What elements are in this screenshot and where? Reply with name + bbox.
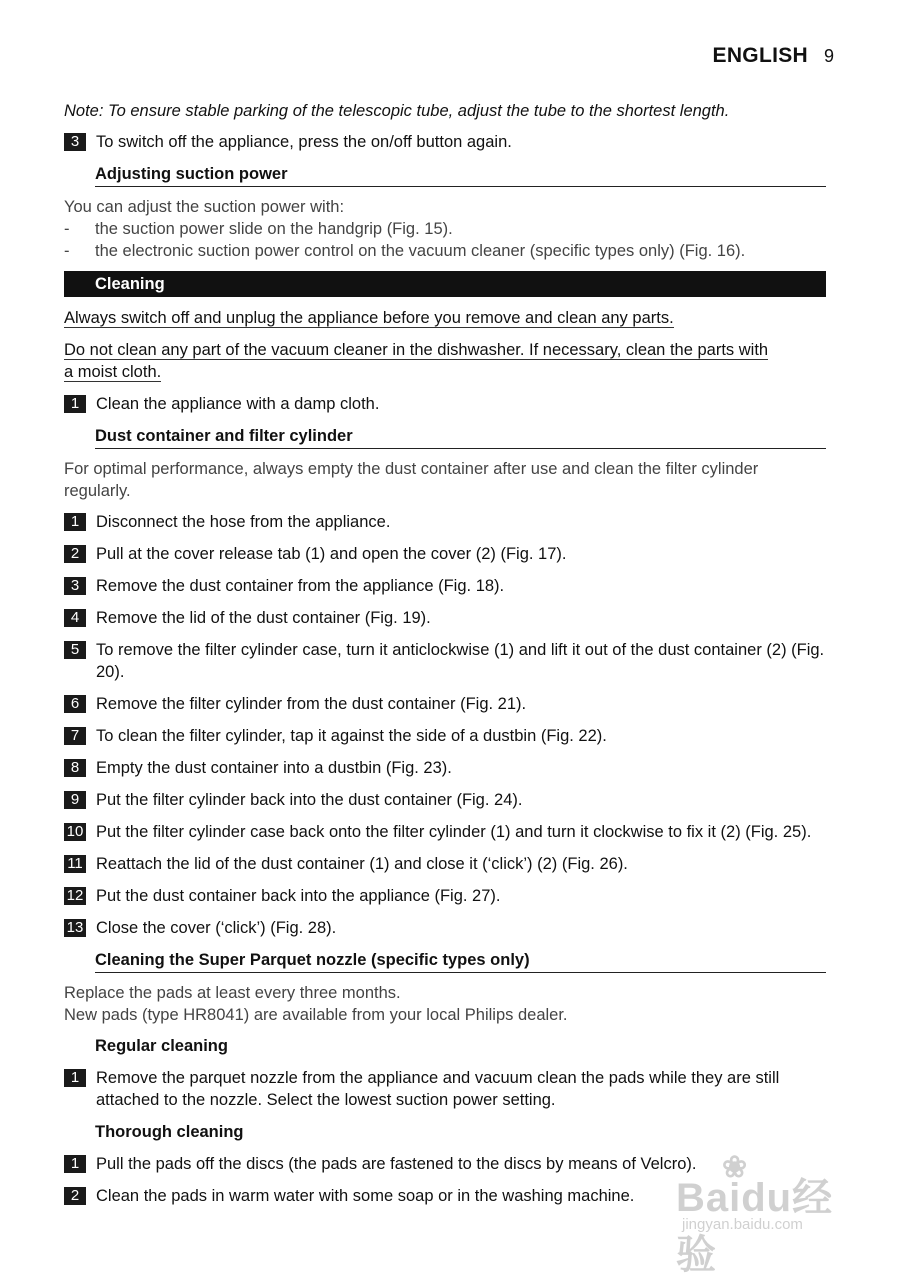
- step-text: Put the dust container back into the appliance (Fig. 27).: [96, 887, 501, 905]
- list-item-text: the electronic suction power control on the vacuum cleaner (specific types only) (Fig. 16).: [95, 242, 746, 260]
- page-number: 9: [823, 46, 834, 66]
- step-clean-appliance: [64, 393, 826, 415]
- list-item-text: the suction power slide on the handgrip (Fig. 15).: [95, 220, 453, 238]
- language-label: ENGLISH: [712, 44, 808, 67]
- dust-step: [64, 693, 826, 715]
- list-item: [64, 240, 826, 262]
- step-number: 11: [64, 855, 86, 873]
- baidu-watermark: [676, 1150, 866, 1277]
- watermark-url: jingyan.baidu.com: [682, 1216, 803, 1233]
- dust-step: [64, 575, 826, 597]
- subheading-thorough-cleaning: Thorough cleaning: [95, 1123, 244, 1141]
- paw-icon: ❀: [722, 1151, 748, 1184]
- dust-step: [64, 607, 826, 629]
- adjusting-intro: You can adjust the suction power with:: [64, 198, 345, 216]
- step-number: 9: [64, 791, 86, 809]
- step-number: 1: [64, 513, 86, 531]
- note-text: Note: To ensure stable parking of the telescopic tube, adjust the tube to the shortest length.: [64, 102, 730, 120]
- step-text: Disconnect the hose from the appliance.: [96, 513, 391, 531]
- step-number: 2: [64, 545, 86, 563]
- step-number: 13: [64, 919, 86, 937]
- step-number: 10: [64, 823, 86, 841]
- step-number: 3: [64, 577, 86, 595]
- dash-bullet: -: [64, 220, 70, 238]
- step-number: 5: [64, 641, 86, 659]
- page-content: [64, 100, 826, 1217]
- step-text: Clean the pads in warm water with some soap or in the washing machine.: [96, 1187, 635, 1205]
- step-text: To clean the filter cylinder, tap it against the side of a dustbin (Fig. 22).: [96, 727, 607, 745]
- step-number: 1: [64, 1155, 86, 1173]
- parquet-line-1: Replace the pads at least every three months.: [64, 984, 401, 1002]
- step-text: Put the filter cylinder case back onto the filter cylinder (1) and turn it clockwise to fix it (2) (Fig. 25).: [96, 823, 812, 841]
- step-number: 1: [64, 1069, 86, 1087]
- step-text: Clean the appliance with a damp cloth.: [96, 395, 380, 413]
- adjusting-paragraph: [64, 196, 826, 262]
- warning-dishwasher: [64, 339, 826, 383]
- warning-unplug: [64, 307, 826, 329]
- regular-step: [64, 1067, 826, 1111]
- dust-step: [64, 853, 826, 875]
- dust-step: [64, 757, 826, 779]
- section-heading-dust: Dust container and filter cylinder: [95, 425, 826, 449]
- parquet-paragraph: [64, 982, 826, 1026]
- dust-step: [64, 917, 826, 939]
- step-text: To switch off the appliance, press the on/off button again.: [96, 133, 512, 151]
- step-text: Reattach the lid of the dust container (1) and close it (‘click’) (2) (Fig. 26).: [96, 855, 628, 873]
- step-number: 6: [64, 695, 86, 713]
- dust-step: [64, 639, 826, 683]
- warning-text-line2: a moist cloth.: [64, 363, 162, 381]
- page-header: [713, 44, 834, 68]
- section-bar-cleaning: Cleaning: [64, 271, 826, 297]
- step-switch-off: [64, 131, 826, 153]
- parquet-line-2: New pads (type HR8041) are available from your local Philips dealer.: [64, 1006, 568, 1024]
- dust-step: [64, 725, 826, 747]
- step-text: Remove the dust container from the appliance (Fig. 18).: [96, 577, 505, 595]
- step-text: Remove the parquet nozzle from the appliance and vacuum clean the pads while they are still attached to the nozzle. Select the lowest suction power setting.: [96, 1069, 780, 1109]
- step-text: Remove the filter cylinder from the dust container (Fig. 21).: [96, 695, 527, 713]
- step-text: To remove the filter cylinder case, turn it anticlockwise (1) and lift it out of the dust container (2) (Fig. 20).: [96, 641, 825, 681]
- section-heading-adjusting: Adjusting suction power: [95, 163, 826, 187]
- step-number: 3: [64, 133, 86, 151]
- subheading-regular-cleaning: Regular cleaning: [95, 1037, 228, 1055]
- step-text: Pull the pads off the discs (the pads are fastened to the discs by means of Velcro).: [96, 1155, 697, 1173]
- list-item: [64, 218, 826, 240]
- warning-text: Always switch off and unplug the appliance before you remove and clean any parts.: [64, 309, 674, 327]
- watermark-logo: Baidu经验: [676, 1176, 834, 1277]
- dust-steps-list: [64, 511, 826, 939]
- dust-step: [64, 821, 826, 843]
- dust-step: [64, 885, 826, 907]
- step-number: 12: [64, 887, 86, 905]
- dash-bullet: -: [64, 242, 70, 260]
- dust-step: [64, 543, 826, 565]
- step-number: 2: [64, 1187, 86, 1205]
- dust-step: [64, 511, 826, 533]
- step-number: 1: [64, 395, 86, 413]
- dust-step: [64, 789, 826, 811]
- step-text: Pull at the cover release tab (1) and open the cover (2) (Fig. 17).: [96, 545, 567, 563]
- step-number: 8: [64, 759, 86, 777]
- warning-text-line1: Do not clean any part of the vacuum cleaner in the dishwasher. If necessary, clean the parts with: [64, 341, 769, 359]
- step-text: Remove the lid of the dust container (Fig. 19).: [96, 609, 431, 627]
- section-heading-parquet: Cleaning the Super Parquet nozzle (specific types only): [95, 949, 826, 973]
- step-number: 7: [64, 727, 86, 745]
- step-text: Put the filter cylinder back into the dust container (Fig. 24).: [96, 791, 523, 809]
- step-text: Close the cover (‘click’) (Fig. 28).: [96, 919, 337, 937]
- dust-intro: For optimal performance, always empty the dust container after use and clean the filter cylinder regularly.: [64, 460, 759, 500]
- step-text: Empty the dust container into a dustbin (Fig. 23).: [96, 759, 452, 777]
- step-number: 4: [64, 609, 86, 627]
